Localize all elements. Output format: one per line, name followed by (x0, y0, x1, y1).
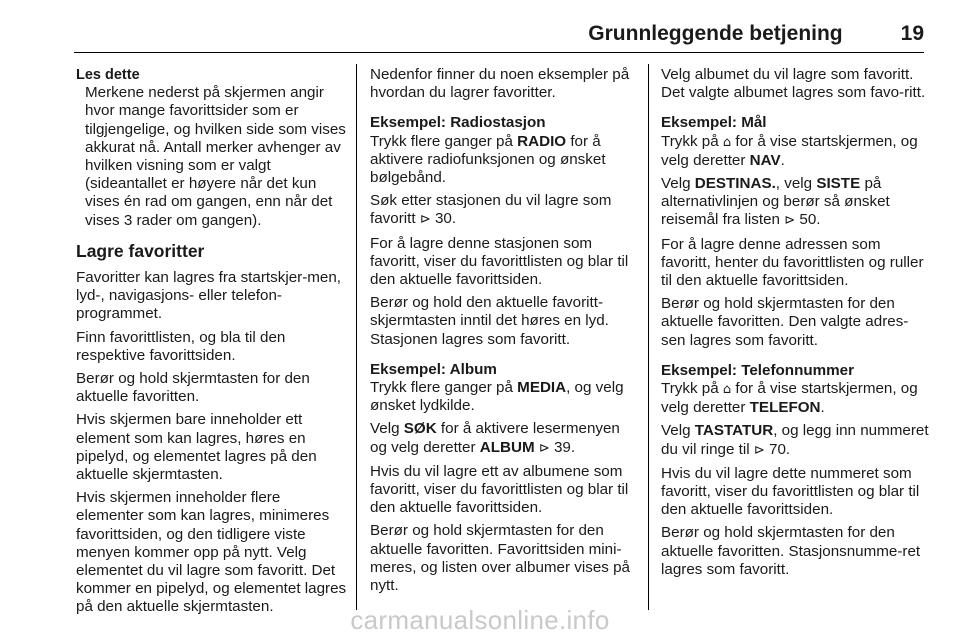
arrow-reference-icon: ⊳ (784, 213, 796, 229)
key-radio: RADIO (517, 132, 567, 150)
paragraph (661, 175, 931, 231)
paragraph: Velg albumet du vil lagre som favoritt. Det valgte albumet lagres som favo-ritt. (661, 66, 926, 102)
paragraph (661, 133, 931, 170)
text: , velg (775, 175, 817, 193)
home-icon: ⌂ (722, 382, 732, 398)
column-1 (76, 66, 348, 622)
arrow-reference-icon: ⊳ (538, 440, 550, 456)
key-tastatur: TASTATUR (694, 422, 774, 440)
text: Trykk på (661, 132, 723, 150)
example-heading: Eksempel: Radiostasjon (370, 114, 546, 132)
arrow-reference-icon: ⊳ (419, 212, 431, 228)
paragraph: Nedenfor finner du noen eksempler på hvordan du lagrer favoritter. (370, 66, 630, 102)
paragraph: Berør og hold skjermtasten for den aktuelle favoritten. (76, 370, 310, 406)
page-reference: 70. (769, 440, 791, 458)
key-siste: SISTE (816, 175, 861, 193)
paragraph: Berør og hold skjermtasten for den aktuelle favoritten. Favorittsiden mini-meres, og listen over albumer vises på nytt. (370, 522, 630, 595)
column-divider (648, 64, 649, 610)
key-album: ALBUM (479, 438, 535, 456)
paragraph: Hvis skjermen inneholder flere elementer som kan lagres, minimeres favorittsiden, og den tidligere viste menyen kommer opp på nytt. Velg elementet du vil lagre som favoritt. Det kommer en pipelyd, og elementet lagres på den aktuelle skjermtasten. (76, 489, 347, 616)
note-title: Les dette (76, 67, 140, 83)
key-media: MEDIA (517, 379, 567, 397)
key-destinas: DESTINAS. (694, 175, 776, 193)
column-2 (370, 66, 638, 600)
column-3 (661, 66, 931, 584)
key-sok: SØK (403, 420, 437, 438)
paragraph (661, 422, 931, 459)
text: , og velg ønsket lydkilde. (370, 379, 624, 415)
paragraph: Finn favorittlisten, og bla til den respektive favorittsiden. (76, 328, 286, 364)
paragraph: Favoritter kan lagres fra startskjer-men, lyd-, navigasjons- eller telefon-programmet. (76, 269, 342, 323)
key-telefon: TELEFON (749, 399, 821, 417)
page-reference: 30. (434, 210, 457, 228)
text: , og legg inn nummeret du vil ringe til (661, 422, 929, 458)
arrow-reference-icon: ⊳ (753, 442, 765, 458)
text: Velg (661, 175, 695, 193)
text: Trykk flere ganger på (370, 379, 518, 397)
key-nav: NAV (749, 151, 781, 169)
text: . (820, 399, 825, 417)
text: for å vise startskjermen, og velg deretter (661, 380, 918, 417)
text: for å aktivere lesermenyen og velg deretter (370, 420, 620, 456)
paragraph: Berør og hold skjermtasten for den aktuelle favoritten. Stasjonsnumme-ret lagres som favoritt. (661, 524, 921, 578)
watermark: carmanualsonline.info (350, 605, 610, 635)
paragraph (370, 133, 638, 188)
text: Velg (661, 422, 695, 440)
text: Velg (370, 420, 404, 438)
page-reference: 50. (799, 211, 821, 229)
paragraph: For å lagre denne adressen som favoritt, henter du favorittlisten og ruller til den aktuelle favorittsiden. (661, 235, 924, 290)
text: Trykk på (661, 380, 723, 398)
paragraph: Hvis du vil lagre ett av albumene som favoritt, viser du favorittlisten og blar til den aktuelle favorittsiden. (370, 462, 629, 517)
paragraph: Hvis skjermen bare inneholder ett element som kan lagres, høres en pipelyd, og elementet lagres på den aktuelle skjermtasten. (76, 411, 317, 484)
example-heading: Eksempel: Telefonnummer (661, 361, 854, 379)
text: for å aktivere radiofunksjonen og ønsket bølgebånd. (370, 132, 606, 187)
section-heading: Lagre favoritter (76, 240, 205, 261)
example-heading: Eksempel: Mål (661, 114, 767, 132)
paragraph (661, 380, 931, 417)
note-text: Merkene nederst på skjermen angir hvor mange favorittsider som er tilgjengelige, og hvilken side som vises akkurat nå. Antall merker avhenger av hvilken visning som er valgt (sideantallet er høyere når det kun vises én rad om gangen, enn når det vises 3 rader om gangen). (85, 84, 346, 229)
paragraph: For å lagre denne stasjonen som favoritt, viser du favorittlisten og blar til den aktuelle favorittsiden. (370, 234, 629, 289)
paragraph (370, 379, 638, 415)
page-header (74, 22, 924, 53)
text: Søk etter stasjonen du vil lagre som favoritt (370, 192, 612, 228)
text: . (780, 151, 785, 169)
home-icon: ⌂ (722, 134, 732, 150)
paragraph: Berør og hold den aktuelle favoritt-skjermtasten inntil det høres en lyd. Stasjonen lagres som favoritt. (370, 294, 609, 348)
page-reference: 39. (553, 438, 576, 456)
paragraph: Berør og hold skjermtasten for den aktuelle favoritten. Den valgte adres-sen lagres som favoritt. (661, 295, 909, 349)
paragraph: Hvis du vil lagre dette nummeret som favoritt, viser du favorittlisten og blar til den aktuelle favorittsiden. (661, 464, 920, 519)
page-title: Grunnleggende betjening (588, 22, 843, 45)
text: på alternativlinjen og berør så ønsket reisemål fra listen (661, 175, 890, 229)
text: Trykk flere ganger på (370, 132, 518, 150)
example-heading: Eksempel: Album (370, 360, 497, 378)
column-divider (356, 64, 357, 610)
paragraph (370, 420, 638, 457)
text: for å vise startskjermen, og velg deretter (661, 132, 918, 169)
page-number: 19 (900, 22, 924, 45)
paragraph (370, 192, 638, 229)
